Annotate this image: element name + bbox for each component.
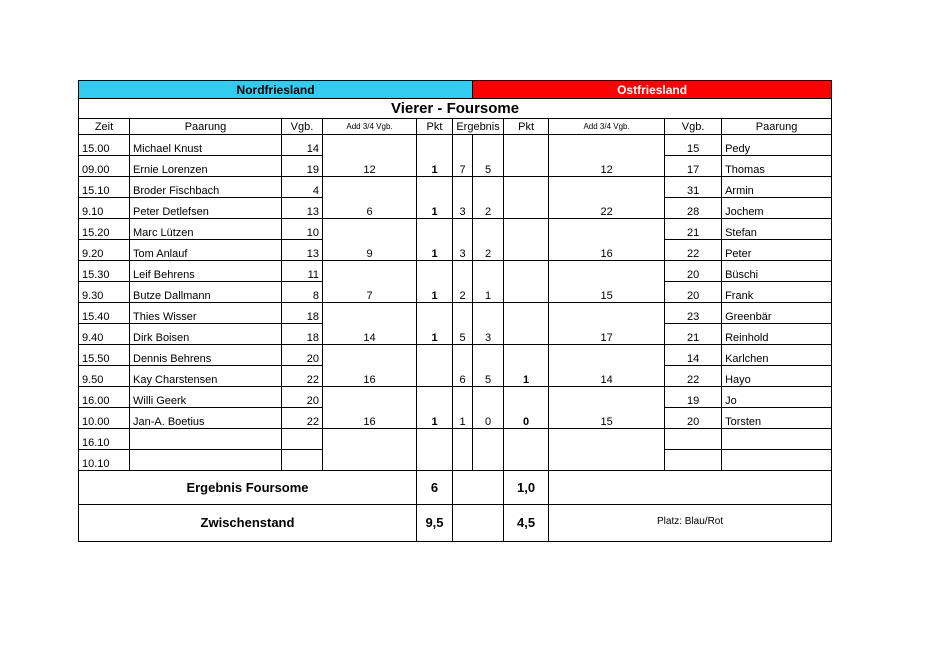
player-right: Jo xyxy=(722,387,832,408)
pkt-left: 1 xyxy=(417,387,453,429)
vgb-right: 20 xyxy=(665,408,722,429)
player-left: Michael Knust xyxy=(130,135,282,156)
vgb-left: 4 xyxy=(282,177,323,198)
tee-time: 15.30 xyxy=(79,261,130,282)
pkt-right: 1 xyxy=(504,345,549,387)
table-row xyxy=(79,345,832,366)
ergebnis-row xyxy=(79,471,832,505)
player-left: Willi Geerk xyxy=(130,387,282,408)
column-header-row xyxy=(79,119,832,135)
vgb-right: 19 xyxy=(665,387,722,408)
vgb-left: 8 xyxy=(282,282,323,303)
pkt-right xyxy=(504,261,549,303)
vgb-left: 22 xyxy=(282,408,323,429)
vgb-right xyxy=(665,450,722,471)
tee-time: 10.00 xyxy=(79,408,130,429)
player-right: Büschi xyxy=(722,261,832,282)
add-vgb-right: 17 xyxy=(549,303,665,345)
page-title: Vierer - Foursome xyxy=(79,99,832,119)
player-right xyxy=(722,450,832,471)
vgb-left xyxy=(282,450,323,471)
vgb-right: 20 xyxy=(665,261,722,282)
ergebnis-left: 5 xyxy=(453,303,473,345)
add-vgb-left: 16 xyxy=(323,387,417,429)
ergebnis-right xyxy=(473,429,504,471)
add-vgb-right: 14 xyxy=(549,345,665,387)
add-vgb-right xyxy=(549,429,665,471)
player-right: Peter xyxy=(722,240,832,261)
ergebnis-left: 6 xyxy=(453,345,473,387)
add-vgb-right: 15 xyxy=(549,261,665,303)
pkt-left: 1 xyxy=(417,177,453,219)
header-pkt-right: Pkt xyxy=(504,119,549,135)
player-right xyxy=(722,429,832,450)
player-right: Thomas xyxy=(722,156,832,177)
header-pkt-left: Pkt xyxy=(417,119,453,135)
tee-time: 15.40 xyxy=(79,303,130,324)
table-row xyxy=(79,261,832,282)
header-add-right: Add 3/4 Vgb. xyxy=(549,119,665,135)
add-vgb-right: 16 xyxy=(549,219,665,261)
tee-time: 15.50 xyxy=(79,345,130,366)
player-left: Kay Charstensen xyxy=(130,366,282,387)
vgb-left: 20 xyxy=(282,387,323,408)
vgb-left: 11 xyxy=(282,261,323,282)
table-row xyxy=(79,387,832,408)
header-add-left: Add 3/4 Vgb. xyxy=(323,119,417,135)
player-left xyxy=(130,429,282,450)
tee-time: 16.10 xyxy=(79,429,130,450)
tee-time: 15.20 xyxy=(79,219,130,240)
ergebnis-left: 1 xyxy=(453,387,473,429)
tee-time: 9.50 xyxy=(79,366,130,387)
table-row xyxy=(79,135,832,156)
player-right: Greenbär xyxy=(722,303,832,324)
ergebnis-right: 2 xyxy=(473,177,504,219)
tee-time: 9.30 xyxy=(79,282,130,303)
zwischenstand-left-value: 9,5 xyxy=(417,505,453,542)
player-right: Karlchen xyxy=(722,345,832,366)
add-vgb-left: 7 xyxy=(323,261,417,303)
zwischenstand-label: Zwischenstand xyxy=(79,505,417,542)
vgb-left: 18 xyxy=(282,303,323,324)
add-vgb-right: 12 xyxy=(549,135,665,177)
player-left: Jan-A. Boetius xyxy=(130,408,282,429)
tee-time: 9.10 xyxy=(79,198,130,219)
ergebnis-left: 7 xyxy=(453,135,473,177)
vgb-left: 22 xyxy=(282,366,323,387)
player-left: Tom Anlauf xyxy=(130,240,282,261)
ergebnis-right: 0 xyxy=(473,387,504,429)
pkt-right: 0 xyxy=(504,387,549,429)
tee-time: 16.00 xyxy=(79,387,130,408)
player-left: Thies Wisser xyxy=(130,303,282,324)
add-vgb-left: 9 xyxy=(323,219,417,261)
vgb-right: 31 xyxy=(665,177,722,198)
ergebnis-right: 5 xyxy=(473,135,504,177)
vgb-right: 17 xyxy=(665,156,722,177)
pkt-left xyxy=(417,429,453,471)
foursome-score-table xyxy=(78,80,832,542)
add-vgb-left: 14 xyxy=(323,303,417,345)
summary-rows xyxy=(79,471,832,542)
pkt-left: 1 xyxy=(417,135,453,177)
ergebnis-right-blank xyxy=(549,471,832,505)
vgb-left xyxy=(282,429,323,450)
ergebnis-left: 3 xyxy=(453,177,473,219)
add-vgb-right: 22 xyxy=(549,177,665,219)
vgb-right: 15 xyxy=(665,135,722,156)
player-left: Broder Fischbach xyxy=(130,177,282,198)
player-left: Dirk Boisen xyxy=(130,324,282,345)
header-ergebnis: Ergebnis xyxy=(453,119,504,135)
ergebnis-left xyxy=(453,429,473,471)
ergebnis-right: 3 xyxy=(473,303,504,345)
pkt-right xyxy=(504,429,549,471)
ergebnis-right: 5 xyxy=(473,345,504,387)
vgb-right: 23 xyxy=(665,303,722,324)
ergebnis-right: 2 xyxy=(473,219,504,261)
add-vgb-left: 16 xyxy=(323,345,417,387)
header-paarung-right: Paarung xyxy=(722,119,832,135)
player-right: Pedy xyxy=(722,135,832,156)
pkt-left: 1 xyxy=(417,261,453,303)
player-left: Dennis Behrens xyxy=(130,345,282,366)
team-ostfriesland: Ostfriesland xyxy=(473,81,832,99)
zwischenstand-row xyxy=(79,505,832,542)
vgb-right: 22 xyxy=(665,240,722,261)
title-row xyxy=(79,99,832,119)
team-header-row xyxy=(79,81,832,99)
player-right: Frank xyxy=(722,282,832,303)
player-left: Leif Behrens xyxy=(130,261,282,282)
header-vgb-left: Vgb. xyxy=(282,119,323,135)
player-right: Stefan xyxy=(722,219,832,240)
table-row xyxy=(79,429,832,450)
player-right: Armin xyxy=(722,177,832,198)
pkt-right xyxy=(504,219,549,261)
player-right: Reinhold xyxy=(722,324,832,345)
pkt-right xyxy=(504,177,549,219)
player-left: Marc Lützen xyxy=(130,219,282,240)
pkt-left: 1 xyxy=(417,303,453,345)
tee-time: 09.00 xyxy=(79,156,130,177)
vgb-left: 13 xyxy=(282,198,323,219)
zwischenstand-right-value: 4,5 xyxy=(504,505,549,542)
ergebnis-right-value: 1,0 xyxy=(504,471,549,505)
vgb-left: 10 xyxy=(282,219,323,240)
player-left: Ernie Lorenzen xyxy=(130,156,282,177)
vgb-right: 20 xyxy=(665,282,722,303)
player-left xyxy=(130,450,282,471)
tee-time: 15.10 xyxy=(79,177,130,198)
vgb-right: 14 xyxy=(665,345,722,366)
add-vgb-left xyxy=(323,429,417,471)
vgb-left: 18 xyxy=(282,324,323,345)
vgb-right: 21 xyxy=(665,324,722,345)
player-right: Jochem xyxy=(722,198,832,219)
table-row xyxy=(79,177,832,198)
zwischenstand-gap xyxy=(453,505,504,542)
player-right: Torsten xyxy=(722,408,832,429)
ergebnis-label: Ergebnis Foursome xyxy=(79,471,417,505)
vgb-left: 19 xyxy=(282,156,323,177)
vgb-left: 13 xyxy=(282,240,323,261)
vgb-right: 21 xyxy=(665,219,722,240)
table-row xyxy=(79,303,832,324)
ergebnis-gap xyxy=(453,471,504,505)
tee-time: 9.20 xyxy=(79,240,130,261)
ergebnis-left: 3 xyxy=(453,219,473,261)
tee-time: 9.40 xyxy=(79,324,130,345)
tee-time: 10.10 xyxy=(79,450,130,471)
header-vgb-right: Vgb. xyxy=(665,119,722,135)
vgb-right: 22 xyxy=(665,366,722,387)
pkt-left xyxy=(417,345,453,387)
vgb-right: 28 xyxy=(665,198,722,219)
vgb-left: 20 xyxy=(282,345,323,366)
match-rows xyxy=(79,135,832,471)
header-zeit: Zeit xyxy=(79,119,130,135)
vgb-right xyxy=(665,429,722,450)
ergebnis-left-value: 6 xyxy=(417,471,453,505)
team-nordfriesland: Nordfriesland xyxy=(79,81,473,99)
add-vgb-right: 15 xyxy=(549,387,665,429)
add-vgb-left: 6 xyxy=(323,177,417,219)
header-paarung-left: Paarung xyxy=(130,119,282,135)
tee-time: 15.00 xyxy=(79,135,130,156)
player-left: Peter Detlefsen xyxy=(130,198,282,219)
add-vgb-left: 12 xyxy=(323,135,417,177)
ergebnis-left: 2 xyxy=(453,261,473,303)
player-right: Hayo xyxy=(722,366,832,387)
vgb-left: 14 xyxy=(282,135,323,156)
pkt-left: 1 xyxy=(417,219,453,261)
player-left: Butze Dallmann xyxy=(130,282,282,303)
table-row xyxy=(79,219,832,240)
pkt-right xyxy=(504,303,549,345)
pkt-right xyxy=(504,135,549,177)
course-note: Platz: Blau/Rot xyxy=(549,505,832,542)
ergebnis-right: 1 xyxy=(473,261,504,303)
